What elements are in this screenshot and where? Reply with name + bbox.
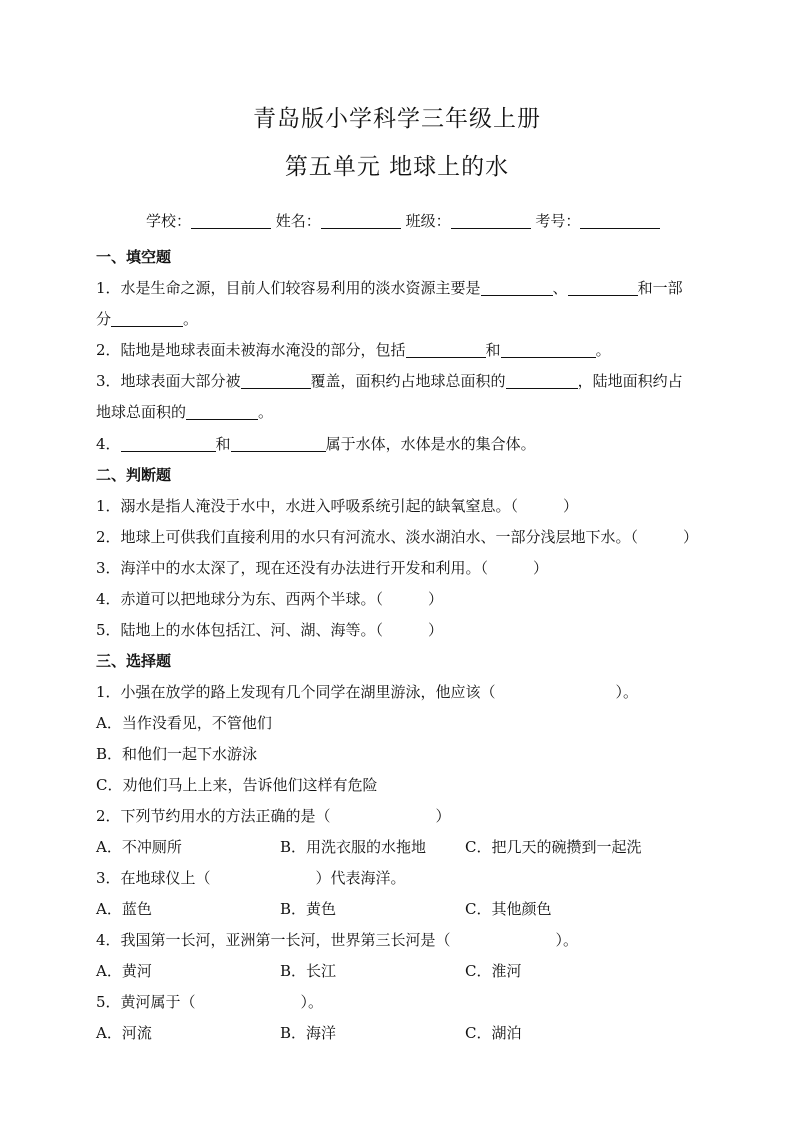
fill-blank[interactable]	[231, 436, 326, 452]
fill-question-4: 4． 和 属于水体，水体是水的集合体。	[96, 435, 536, 453]
choice-option[interactable]: A．不冲厕所	[96, 838, 182, 856]
school-blank[interactable]	[191, 213, 271, 229]
number-label: 考号：	[535, 212, 581, 230]
choice-question-1: 1．小强在放学的路上发现有几个同学在湖里游泳，他应该（ ）。	[96, 683, 639, 701]
name-label: 姓名：	[275, 212, 321, 230]
fill-blank[interactable]	[186, 404, 258, 420]
judge-question-2: 2．地球上可供我们直接利用的水只有河流水、淡水湖泊水、一部分浅层地下水。（ ）	[96, 528, 699, 546]
choice-question-4: 4．我国第一长河，亚洲第一长河，世界第三长河是（ ）。	[96, 931, 579, 949]
choice-option[interactable]: C．淮河	[465, 962, 522, 980]
fill-blank[interactable]	[406, 342, 486, 358]
student-info-row	[146, 210, 660, 231]
school-label: 学校：	[146, 212, 192, 230]
choice-options-row	[96, 899, 551, 919]
fill-blank[interactable]	[506, 373, 578, 389]
name-blank[interactable]	[321, 213, 401, 229]
choice-options-row	[96, 1023, 521, 1043]
choice-option[interactable]: C．把几天的碗攒到一起洗	[465, 838, 642, 856]
choice-option[interactable]: A．当作没看见，不管他们	[96, 714, 272, 732]
choice-option[interactable]: C．其他颜色	[465, 900, 552, 918]
choice-option[interactable]: B．和他们一起下水游泳	[96, 745, 258, 763]
fill-question-1: 1．水是生命之源，目前人们较容易利用的淡水资源主要是 、 和一部	[96, 279, 683, 297]
judge-question-5: 5．陆地上的水体包括江、河、湖、海等。（ ）	[96, 621, 444, 639]
fill-blank[interactable]	[111, 311, 183, 327]
choice-option[interactable]: A．黄河	[96, 962, 152, 980]
choice-question-3: 3．在地球仪上（ ）代表海洋。	[96, 869, 406, 887]
choice-option[interactable]: A．蓝色	[96, 900, 152, 918]
judge-question-4: 4．赤道可以把地球分为东、西两个半球。（ ）	[96, 590, 444, 608]
section-heading-judge: 二、判断题	[96, 466, 172, 484]
fill-blank[interactable]	[121, 436, 216, 452]
class-label: 班级：	[405, 212, 451, 230]
class-blank[interactable]	[451, 213, 531, 229]
choice-question-2: 2．下列节约用水的方法正确的是（ ）	[96, 807, 451, 825]
choice-options-row	[96, 961, 521, 981]
fill-question-3-cont: 地球总面积的 。	[96, 403, 274, 421]
choice-option[interactable]: B．海洋	[280, 1024, 337, 1042]
fill-question-3: 3．地球表面大部分被 覆盖，面积约占地球总面积的 ，陆地面积约占	[96, 372, 683, 390]
choice-option[interactable]: C．劝他们马上上来，告诉他们这样有危险	[96, 776, 378, 794]
choice-option[interactable]: A．河流	[96, 1024, 152, 1042]
fill-blank[interactable]	[501, 342, 596, 358]
fill-blank[interactable]	[481, 280, 553, 296]
judge-question-1: 1．溺水是指人淹没于水中，水进入呼吸系统引起的缺氧窒息。（ ）	[96, 497, 579, 515]
choice-option[interactable]: B．长江	[280, 962, 337, 980]
choice-options-row	[96, 837, 641, 857]
section-heading-choice: 三、选择题	[96, 652, 172, 670]
page-subtitle: 第五单元 地球上的水	[284, 154, 510, 180]
choice-option[interactable]: B．黄色	[280, 900, 337, 918]
fill-blank[interactable]	[241, 373, 311, 389]
page-title: 青岛版小学科学三年级上册	[253, 106, 541, 132]
fill-blank[interactable]	[568, 280, 638, 296]
choice-option[interactable]: B．用洗衣服的水拖地	[280, 838, 427, 856]
number-blank[interactable]	[580, 213, 660, 229]
fill-question-2: 2．陆地是地球表面未被海水淹没的部分，包括 和 。	[96, 341, 611, 359]
choice-question-5: 5．黄河属于（ ）。	[96, 993, 324, 1011]
section-heading-fill: 一、填空题	[96, 248, 172, 266]
judge-question-3: 3．海洋中的水太深了，现在还没有办法进行开发和利用。（ ）	[96, 559, 549, 577]
fill-question-1-cont: 分 。	[96, 310, 199, 328]
choice-option[interactable]: C．湖泊	[465, 1024, 522, 1042]
